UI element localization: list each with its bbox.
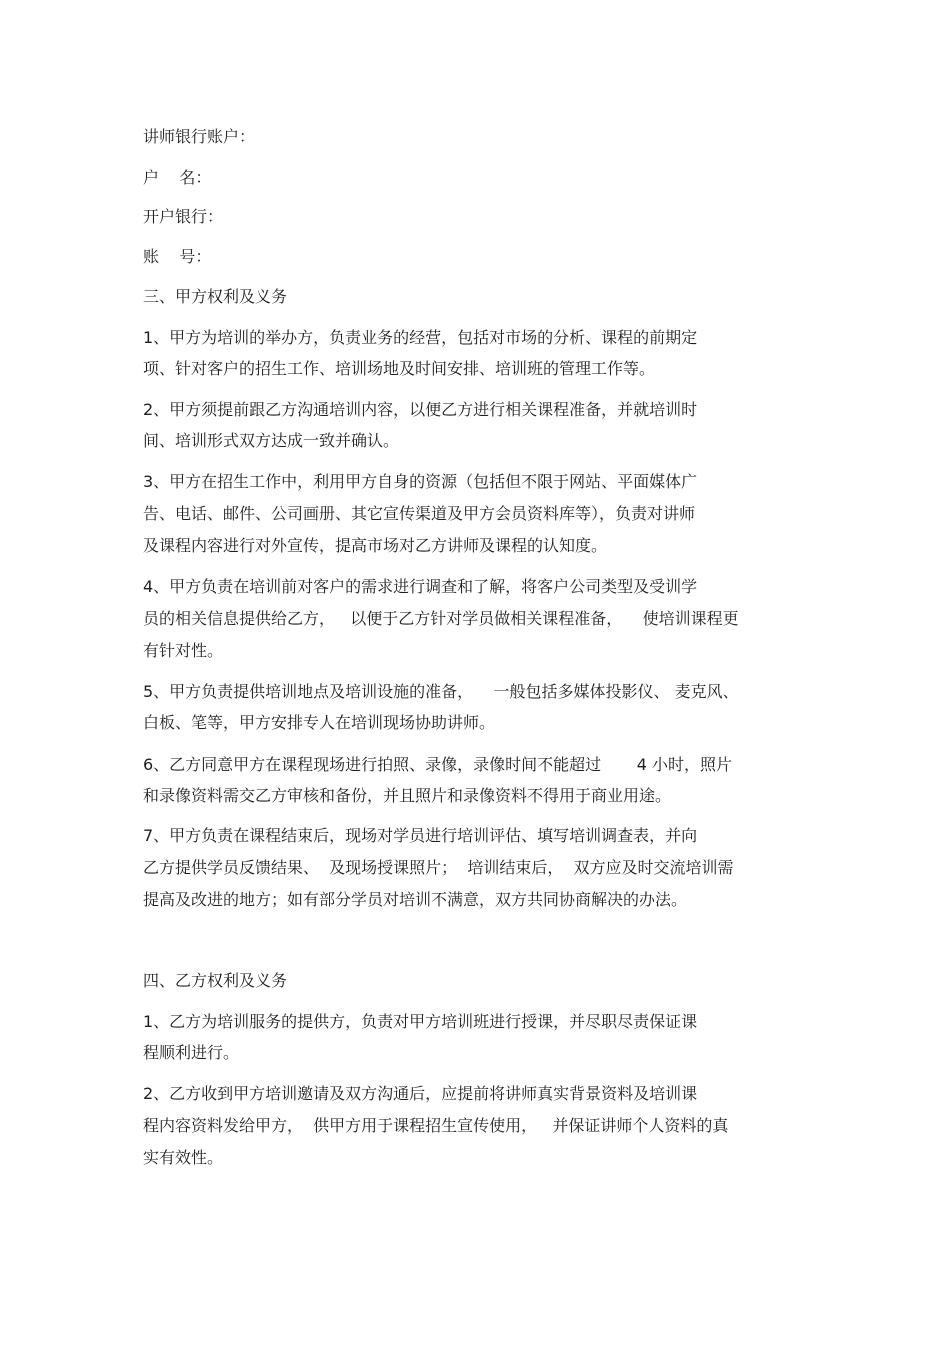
section-3-item-5-line-1: 5、甲方负责提供培训地点及培训设施的准备， 一般包括多媒体投影仪、 麦克风、: [143, 682, 739, 701]
section-3-item-2-line-1: 2、甲方须提前跟乙方沟通培训内容，以便乙方进行相关课程准备，并就培训时: [143, 400, 698, 419]
section-3-item-4-line-3: 有针对性。: [143, 641, 224, 660]
section-4-item-2-line-1: 2、乙方收到甲方培训邀请及双方沟通后，应提前将讲师真实背景资料及培训课: [143, 1084, 698, 1103]
section-3-item-3-line-1: 3、甲方在招生工作中，利用甲方自身的资源（包括但不限于网站、平面媒体广: [143, 472, 698, 491]
section-3-item-6-line-2: 和录像资料需交乙方审核和备份，并且照片和录像资料不得用于商业用途。: [143, 786, 672, 805]
section-3-item-1-line-1: 1、甲方为培训的举办方，负责业务的经营，包括对市场的分析、课程的前期定: [143, 328, 698, 347]
section-3-item-7-line-2: 乙方提供学员反馈结果、 及现场授课照片； 培训结束后， 双方应及时交流培训需: [143, 858, 734, 877]
section-4-item-1-line-2: 程顺利进行。: [143, 1043, 240, 1062]
section-3-item-5-line-2: 白板、笔等，甲方安排专人在培训现场协助讲师。: [143, 713, 496, 732]
section-3-item-3-line-2: 告、电话、邮件、公司画册、其它宣传渠道及甲方会员资料库等），负责对讲师: [143, 504, 696, 523]
bank-account-heading: 讲师银行账户：: [143, 127, 256, 146]
account-name-field: 户 名：: [143, 168, 212, 187]
section-4-item-2-line-2: 程内容资料发给甲方， 供甲方用于课程招生宣传使用， 并保证讲师个人资料的真: [143, 1116, 729, 1135]
section-3-item-6-line-1: 6、乙方同意甲方在课程现场进行拍照、录像，录像时间不能超过 4 小时，照片: [143, 755, 733, 774]
bank-field: 开户银行：: [143, 207, 224, 226]
section-3-item-7-line-3: 提高及改进的地方；如有部分学员对培训不满意，双方共同协商解决的办法。: [143, 890, 688, 909]
section-3-item-4-line-2: 员的相关信息提供给乙方， 以便于乙方针对学员做相关课程准备， 使培训课程更: [143, 609, 739, 628]
section-4-item-1-line-1: 1、乙方为培训服务的提供方，负责对甲方培训班进行授课，并尽职尽责保证课: [143, 1012, 698, 1031]
section-3-item-3-line-3: 及课程内容进行对外宣传，提高市场对乙方讲师及课程的认知度。: [143, 536, 608, 555]
section-3-title: 三、甲方权利及义务: [143, 287, 288, 306]
section-3-item-2-line-2: 间、培训形式双方达成一致并确认。: [143, 431, 400, 450]
section-3-item-7-line-1: 7、甲方负责在课程结束后，现场对学员进行培训评估、填写培训调查表，并向: [143, 826, 698, 845]
section-3-item-4-line-1: 4、甲方负责在培训前对客户的需求进行调查和了解，将客户公司类型及受训学: [143, 577, 698, 596]
account-number-field: 账 号：: [143, 247, 212, 266]
section-4-item-2-line-3: 实有效性。: [143, 1148, 224, 1167]
section-4-title: 四、乙方权利及义务: [143, 971, 288, 990]
section-3-item-1-line-2: 项、针对客户的招生工作、培训场地及时间安排、培训班的管理工作等。: [143, 359, 656, 378]
